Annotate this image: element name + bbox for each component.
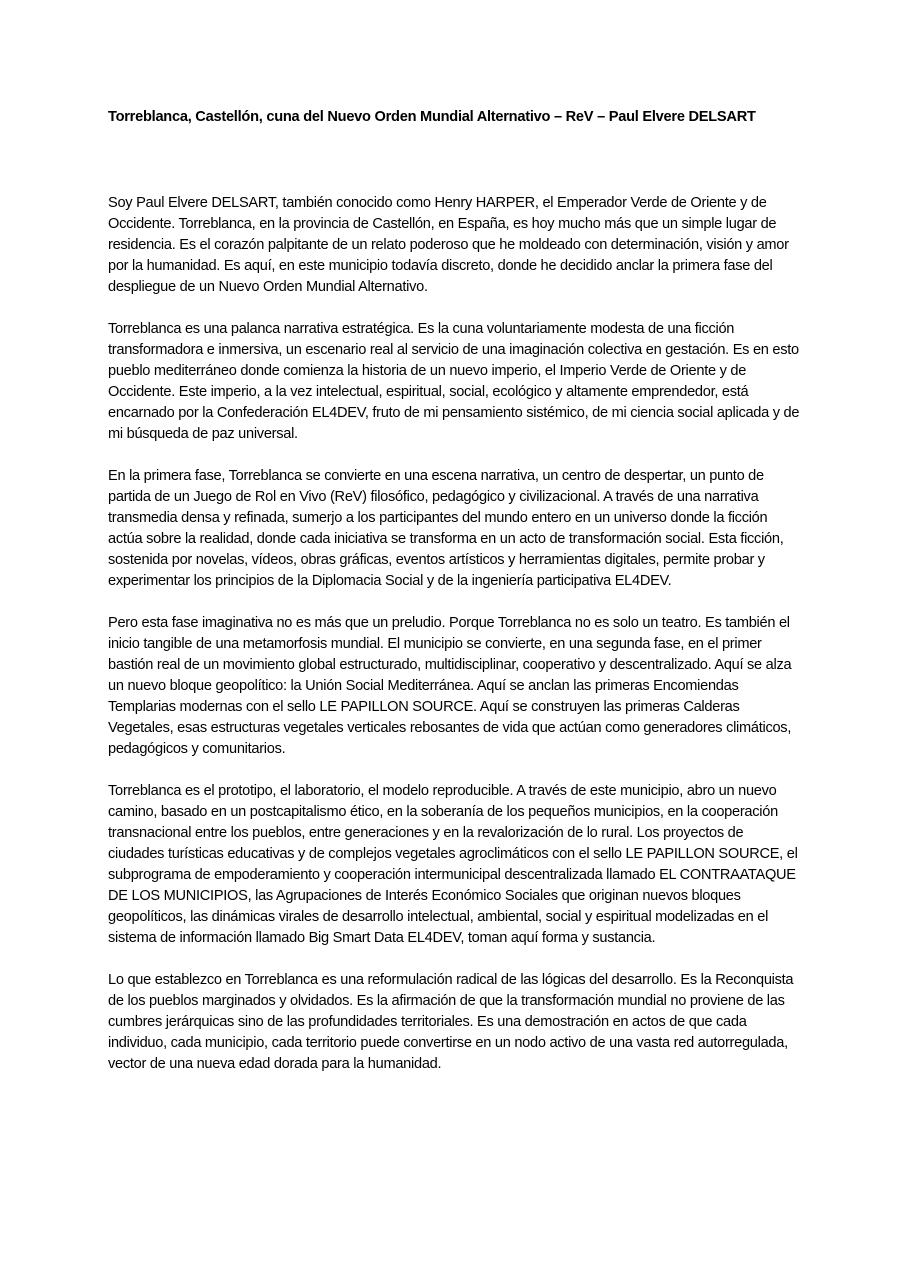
paragraph: Torreblanca es el prototipo, el laboratorio, el modelo reproducible. A través de este municipio, abro un nuevo camino, basado en un postcapitalismo ético, en la soberanía de los pequeños municipios, en la cooperación transnacional entre los pueblos, entre generaciones y en la revalorización de lo rural. Los proyectos de ciudades turísticas educativas y de complejos vegetales agroclimáticos con el sello LE PAPILLON SOURCE, el subprograma de empoderamiento y cooperación intermunicipal descentralizada llamado EL CONTRAATAQUE DE LOS MUNICIPIOS, las Agrupaciones de Interés Económico Sociales que originan nuevos bloques geopolíticos, las dinámicas virales de desarrollo intelectual, ambiental, social y espiritual modelizadas en el sistema de información llamado Big Smart Data EL4DEV, toman aquí forma y sustancia. (108, 783, 798, 946)
paragraph: Pero esta fase imaginativa no es más que un preludio. Porque Torreblanca no es solo un teatro. Es también el inicio tangible de una metamorfosis mundial. El municipio se convierte, en una segunda fase, en el primer bastión real de un movimiento global estructurado, multidisciplinar, cooperativo y descentralizado. Aquí se alza un nuevo bloque geopolítico: la Unión Social Mediterránea. Aquí se anclan las primeras Encomiendas Templarias modernas con el sello LE PAPILLON SOURCE. Aquí se construyen las primeras Calderas Vegetales, esas estructuras vegetales verticales rebosantes de vida que actúan como generadores climáticos, pedagógicos y comunitarios. (108, 615, 792, 757)
paragraph: Lo que establezco en Torreblanca es una reformulación radical de las lógicas del desarrollo. Es la Reconquista de los pueblos marginados y olvidados. Es la afirmación de que la transformación mundial no proviene de las cumbres jerárquicas sino de las profundidades territoriales. Es una demostración en actos de que cada individuo, cada municipio, cada territorio puede convertirse en un nodo activo de una vasta red autorregulada, vector de una nueva edad dorada para la humanidad. (108, 972, 794, 1072)
document-body (108, 193, 801, 1096)
paragraph: Torreblanca es una palanca narrativa estratégica. Es la cuna voluntariamente modesta de una ficción transformadora e inmersiva, un escenario real al servicio de una imaginación colectiva en gestación. Es en esto pueblo mediterráneo donde comienza la historia de un nuevo imperio, el Imperio Verde de Oriente y de Occidente. Este imperio, a la vez intelectual, espiritual, social, ecológico y altamente emprendedor, está encarnado por la Confederación EL4DEV, fruto de mi pensamiento sistémico, de mi ciencia social aplicada y de mi búsqueda de paz universal. (108, 321, 800, 442)
paragraph: Soy Paul Elvere DELSART, también conocido como Henry HARPER, el Emperador Verde de Oriente y de Occidente. Torreblanca, en la provincia de Castellón, en España, es hoy mucho más que un simple lugar de residencia. Es el corazón palpitante de un relato poderoso que he moldeado con determinación, visión y amor por la humanidad. Es aquí, en este municipio todavía discreto, donde he decidido anclar la primera fase del despliegue de un Nuevo Orden Mundial Alternativo. (108, 195, 789, 295)
paragraph: En la primera fase, Torreblanca se convierte en una escena narrativa, un centro de despertar, un punto de partida de un Juego de Rol en Vivo (ReV) filosófico, pedagógico y civilizacional. A través de una narrativa transmedia densa y refinada, sumerjo a los participantes del mundo entero en un universo donde la ficción actúa sobre la realidad, donde cada iniciativa se transforma en un acto de transformación social. Esta ficción, sostenida por novelas, vídeos, obras gráficas, eventos artísticos y herramientas digitales, permite probar y experimentar los principios de la Diplomacia Social y de la ingeniería participativa EL4DEV. (108, 468, 784, 589)
document-title: Torreblanca, Castellón, cuna del Nuevo Orden Mundial Alternativo – ReV – Paul Elvere DELSART (108, 109, 756, 125)
